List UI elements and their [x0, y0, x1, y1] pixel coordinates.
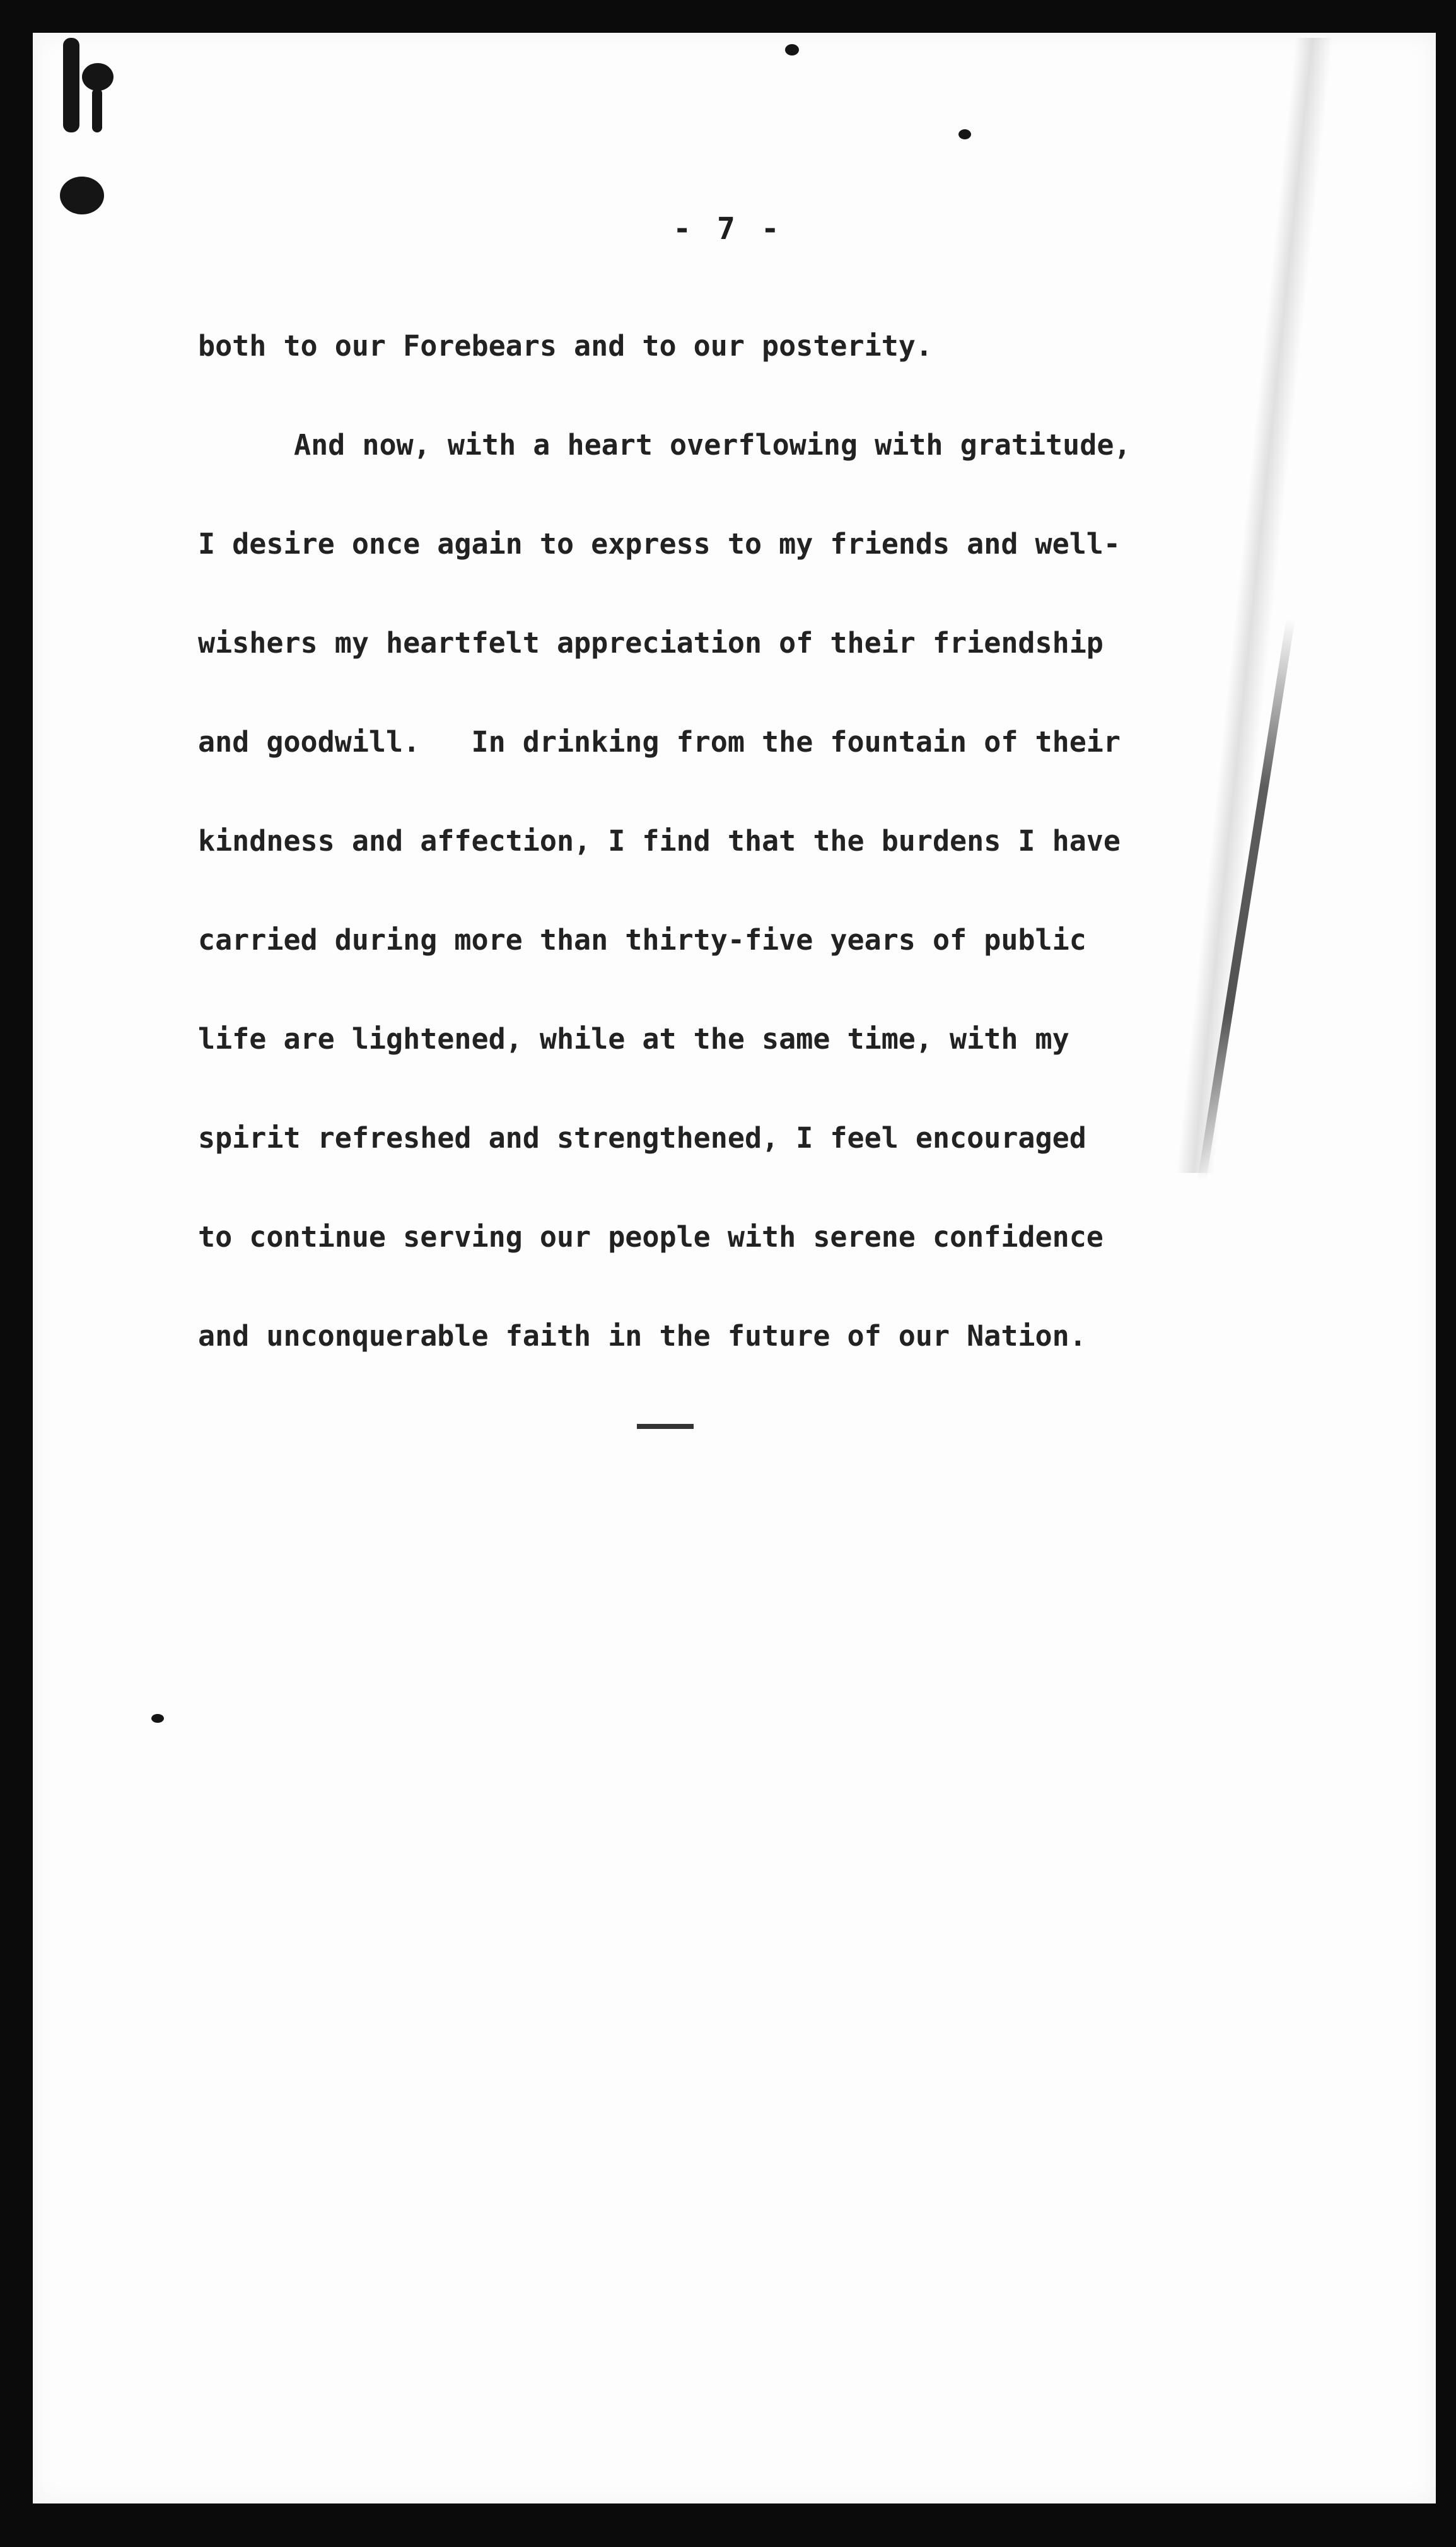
ink-blot: [60, 177, 104, 214]
text-line: wishers my heartfelt appreciation of their friendship: [198, 626, 1104, 660]
text-line: and unconquerable faith in the future of our Nation.: [198, 1319, 1086, 1353]
ink-blot: [92, 88, 102, 132]
ink-blot: [151, 1714, 164, 1723]
text-line: And now, with a heart overflowing with gratitude,: [294, 428, 1131, 462]
page-number: - 7 -: [673, 211, 783, 247]
text-line: I desire once again to express to my friends and well-: [198, 527, 1121, 561]
ink-blot: [958, 129, 971, 139]
text-line: to continue serving our people with serene confidence: [198, 1220, 1104, 1254]
text-line: and goodwill. In drinking from the fountain of their: [198, 725, 1121, 759]
text-line: kindness and affection, I find that the burdens I have: [198, 824, 1121, 858]
text-line: both to our Forebears and to our posterity.: [198, 329, 933, 363]
ink-blot: [82, 63, 114, 91]
end-mark-text: [637, 1411, 694, 1433]
ink-blot: [785, 44, 799, 55]
text-line: life are lightened, while at the same time, with my: [198, 1022, 1069, 1056]
ink-blot: [63, 38, 79, 132]
text-line: carried during more than thirty-five years of public: [198, 923, 1086, 957]
body-text: [198, 296, 1283, 1385]
text-line: spirit refreshed and strengthened, I feel encouraged: [198, 1121, 1086, 1155]
